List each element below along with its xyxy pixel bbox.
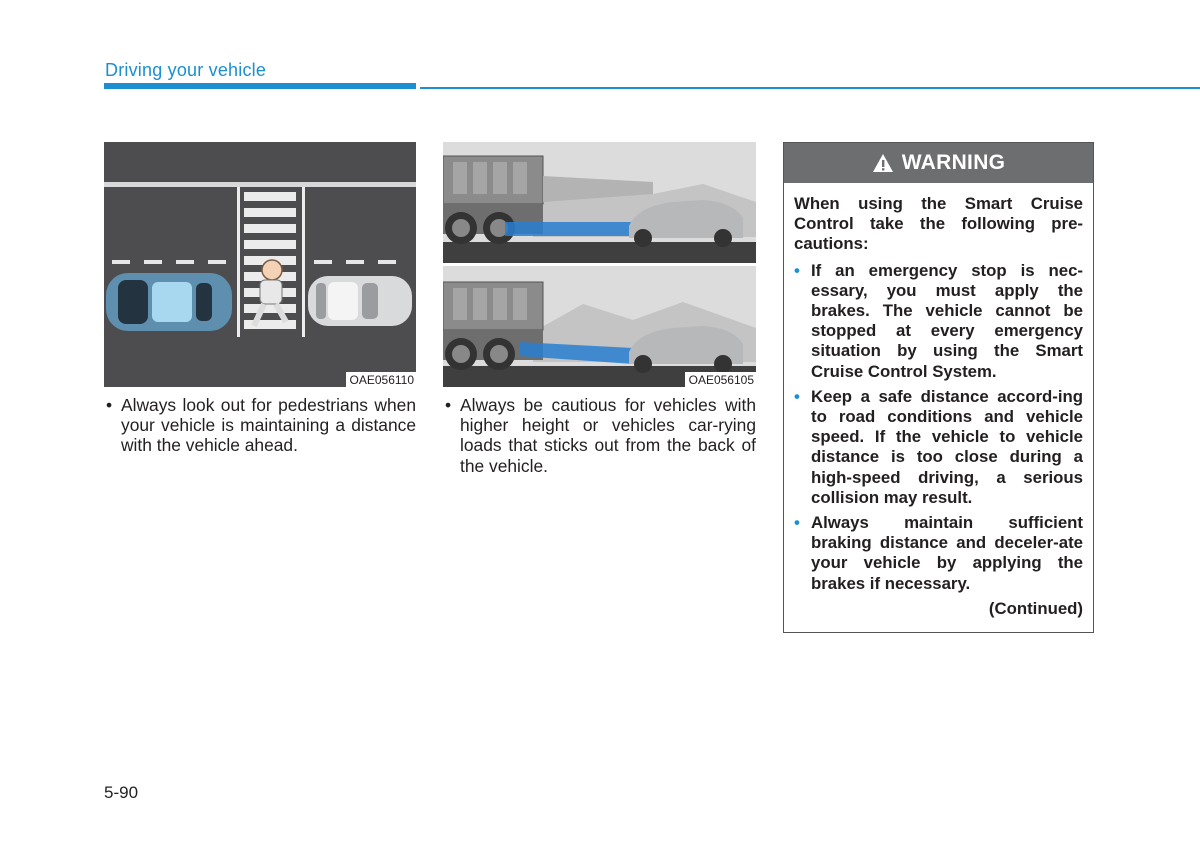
warning-item: • Always maintain sufficient braking distance and deceler-ate your vehicle by applying the brakes if necessary. (794, 513, 1083, 593)
page-number: 5-90 (104, 783, 139, 802)
figure-truck-load (443, 142, 756, 387)
bullet-dot: • (445, 395, 452, 415)
bullet-dot: • (106, 395, 113, 415)
figure-code: OAE056110 (346, 372, 417, 387)
header-rule-thin (420, 87, 1200, 89)
section-title: Driving your vehicle (105, 60, 267, 80)
warning-list (794, 261, 1083, 594)
warning-title: WARNING (901, 151, 1006, 174)
bullet-dot: • (794, 386, 800, 406)
warning-box (783, 142, 1094, 633)
figure-crosswalk (104, 142, 416, 387)
truck-illustration (443, 142, 756, 387)
warning-item: • Keep a safe distance accord-ing to road conditions and vehicle speed. If the vehicle to vehicle distance is too close during a high-speed driving, a serious collision may result. (794, 386, 1083, 507)
bullet-dot: • (794, 260, 800, 280)
warning-item: • If an emergency stop is nec-essary, you must apply the brakes. The vehicle cannot be stopped at every emergency situation by using the Smart Cruise Control System. (794, 260, 1083, 381)
warning-header (784, 143, 1093, 183)
caption-text: Always look out for pedestrians when your vehicle is maintaining a distance with the vehicle ahead. (121, 395, 416, 456)
warning-intro: When using the Smart Cruise Control take the following pre-cautions: (794, 194, 1083, 254)
header-rule-thick (104, 83, 416, 89)
crosswalk-illustration (104, 142, 416, 387)
warning-triangle-icon (872, 153, 894, 173)
warning-body (784, 183, 1093, 619)
figure-code: OAE056105 (685, 372, 756, 387)
caption-trucks (443, 395, 756, 476)
continued-label: (Continued) (988, 598, 1083, 618)
caption-pedestrians (104, 395, 416, 456)
caption-text: Always be cautious for vehicles with higher height or vehicles car-rying loads that sticks out from the back of the vehicle. (460, 395, 756, 476)
bullet-dot: • (794, 513, 800, 533)
